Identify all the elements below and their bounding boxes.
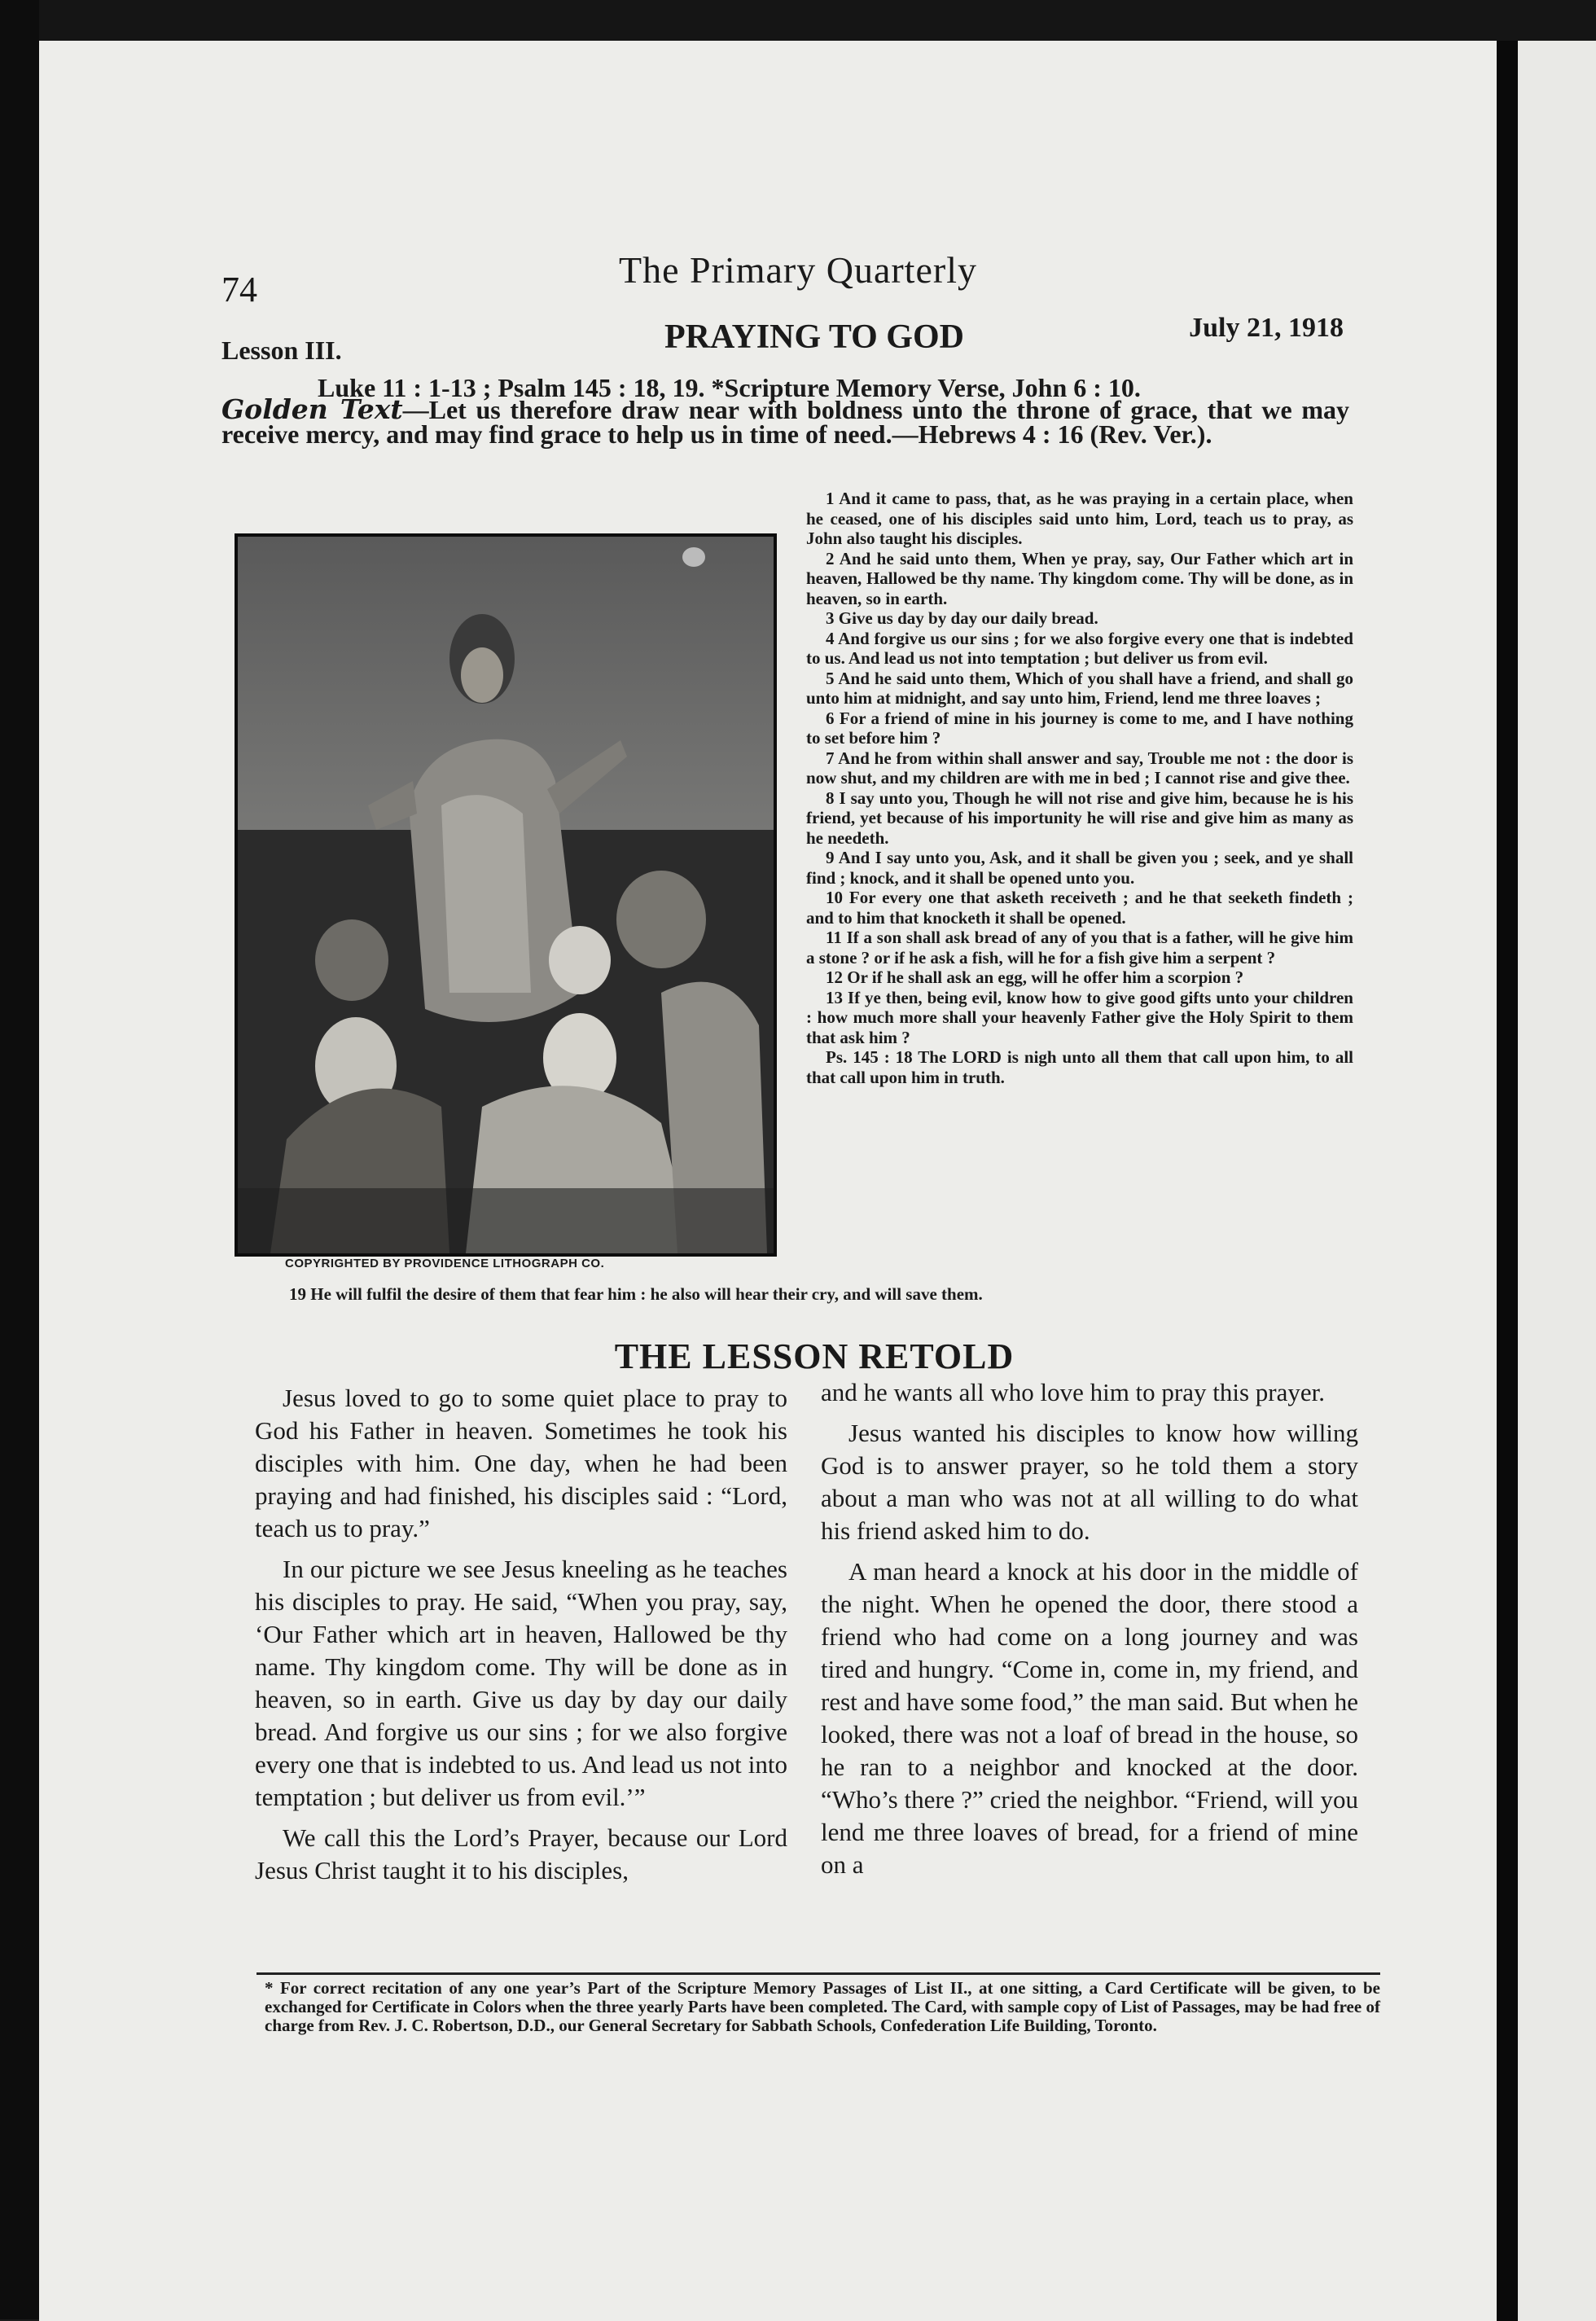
scripture-verse: 1 And it came to pass, that, as he was praying in a certain place, when he ceased, one of his disciples said unto him, Lord, teach us to pray, as John also taught his disciples. (806, 489, 1353, 548)
scripture-verse: 2 And he said unto them, When ye pray, say, Our Father which art in heaven, Hallowed be thy name. Thy kingdom come. Thy will be done, as in heaven, so in earth. (806, 548, 1353, 608)
scripture-verse: Ps. 145 : 18 The LORD is nigh unto all them that call upon him, to all that call upon him in truth. (806, 1047, 1353, 1087)
lesson-date: July 21, 1918 (1189, 313, 1344, 343)
golden-text-label: Golden Text (221, 393, 403, 425)
scripture-verse: 11 If a son shall ask bread of any of you that is a father, will he give him a stone ? or if he ask a fish, will he for a fish give him a serpent ? (806, 928, 1353, 967)
running-head: The Primary Quarterly (619, 249, 977, 291)
scripture-verse: 5 And he said unto them, Which of you shall have a friend, and shall go unto him at midnight, and say unto him, Friend, lend me three loaves ; (806, 668, 1353, 708)
scripture-references: Luke 11 : 1-13 ; Psalm 145 : 18, 19. *Scripture Memory Verse, John 6 : 10. (318, 373, 1141, 402)
engraving-image (238, 537, 774, 1253)
scripture-verse: 9 And I say unto you, Ask, and it shall be given you ; seek, and ye shall find ; knock, and it shall be opened unto you. (806, 848, 1353, 888)
facing-page-edge (1518, 41, 1596, 2321)
illustration-credit: COPYRIGHTED BY PROVIDENCE LITHOGRAPH CO. (285, 1257, 605, 1270)
scripture-last-verse: 19 He will fulfil the desire of them that fear him : he also will hear their cry, and will save them. (289, 1284, 983, 1304)
scripture-verse: 10 For every one that asketh receiveth ; and he that seeketh findeth ; and to him that knocketh it shall be opened. (806, 888, 1353, 928)
golden-text (221, 393, 1350, 449)
paragraph: Jesus loved to go to some quiet place to pray to God his Father in heaven. Sometimes he took his disciples with him. One day, when he had been praying and had finished, his disciples said : “Lord, teach us to pray.” (255, 1384, 787, 1542)
paragraph: In our picture we see Jesus kneeling as he teaches his disciples to pray. He said, “When you pray, say, ‘Our Father which art in heaven, Hallowed be thy name. Thy kingdom come. Thy will be done as in heaven, so in earth. Give us day by day our daily bread. And forgive us our sins ; for we also forgive every one that is indebted to us. And lead us not into temptation ; but deliver us from evil.’” (255, 1555, 787, 1811)
scripture-verse: 13 If ye then, being evil, know how to give good gifts unto your children : how much more shall your heavenly Father give the Holy Spirit to them that ask him ? (806, 987, 1353, 1047)
lesson-title: PRAYING TO GOD (664, 318, 964, 356)
scripture-verse: 3 Give us day by day our daily bread. (826, 608, 1098, 628)
paragraph: A man heard a knock at his door in the middle of the night. When he opened the door, there stood a friend who had come on a long journey and was tired and hungry. “Come in, come in, my friend, and rest and have some food,” the man said. But when he looked, there was not a loaf of bread in the house, so he ran to a neighbor and knocked at the door. “Who’s there ?” cried the neighbor. “Friend, will you lend me three loaves of bread, for a friend of mine on a (821, 1557, 1358, 1879)
scripture-verse: 7 And he from within shall answer and say, Trouble me not : the door is now shut, and my children are with me in bed ; I cannot rise and give thee. (806, 748, 1353, 788)
footnote-divider (256, 1972, 1380, 1975)
page-gutter (1497, 41, 1518, 2321)
scripture-verse: 6 For a friend of mine in his journey is come to me, and I have nothing to set before him ? (806, 708, 1353, 748)
scripture-verse: 8 I say unto you, Though he will not rise and give him, because he is his friend, yet because of his importunity he will rise and give him as many as he needeth. (806, 788, 1353, 848)
golden-text-body: —Let us therefore draw near with boldness unto the throne of grace, that we may receive mercy, and may find grace to help us in time of need.—Hebrews 4 : 16 (Rev. Ver.). (221, 395, 1350, 449)
section-heading: THE LESSON RETOLD (614, 1336, 1015, 1376)
paragraph: Jesus wanted his disciples to know how willing God is to answer prayer, so he told them a story about a man who was not at all willing to do what his friend asked him to do. (821, 1419, 1358, 1545)
illustration-jesus-teaching (235, 533, 777, 1257)
paragraph: We call this the Lord’s Prayer, because our Lord Jesus Christ taught it to his disciples, (255, 1823, 787, 1884)
lesson-label: Lesson III. (221, 336, 342, 365)
book-binding-edge (0, 0, 39, 2319)
page-number: 74 (221, 270, 257, 309)
scripture-passage (806, 489, 1353, 1087)
scripture-verse: 4 And forgive us our sins ; for we also forgive every one that is indebted to us. And lead us not into temptation ; but deliver us from evil. (806, 628, 1353, 668)
footnote: * For correct recitation of any one year’s Part of the Scripture Memory Passages of List II., at one sitting, a Card Certificate will be given, to be exchanged for Certificate in Colors when the three yearly Parts have been completed. The Card, with sample copy of List of Passages, may be had free of charge from Rev. J. C. Robertson, D.D., our General Secretary for Sabbath Schools, Confederation Life Building, Toronto. (265, 1978, 1380, 2035)
scan-top-border (0, 0, 1596, 41)
paragraph-continuation: and he wants all who love him to pray this prayer. (821, 1378, 1326, 1406)
scripture-verse: 12 Or if he shall ask an egg, will he offer him a scorpion ? (826, 967, 1244, 987)
retold-right-column (821, 1376, 1358, 1889)
retold-left-column (255, 1382, 787, 1895)
